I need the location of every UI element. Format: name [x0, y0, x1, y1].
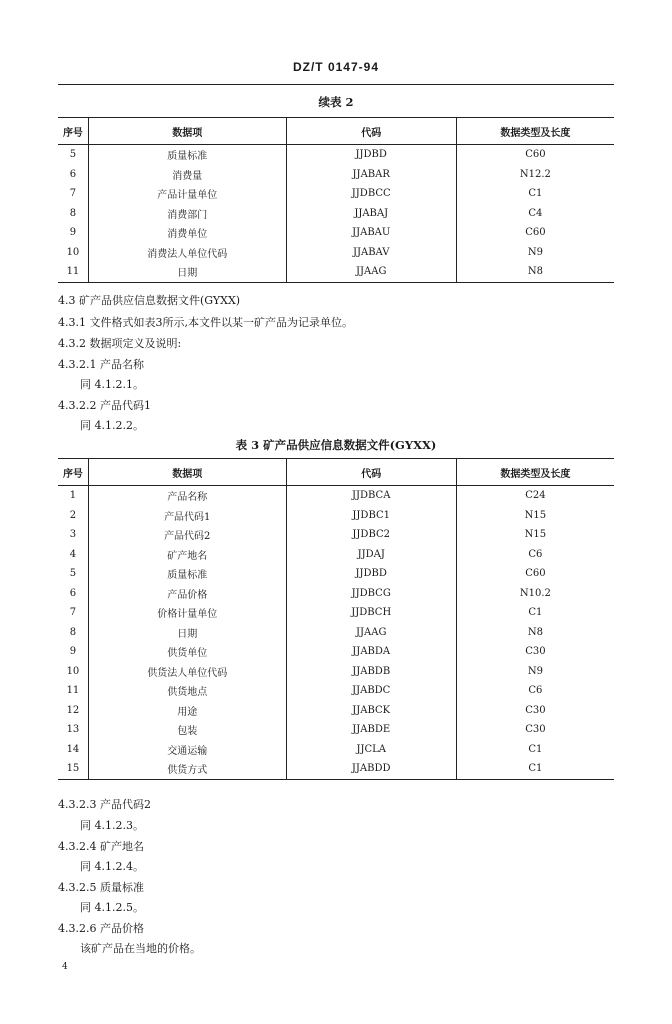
cell-index: 7	[58, 603, 88, 623]
cell-index: 10	[58, 243, 88, 263]
cell-item: 供货地点	[88, 681, 286, 701]
cell-code: JJDBCH	[286, 603, 456, 623]
cell-item: 产品价格	[88, 584, 286, 604]
section-4-3-2-1-title: 4.3.2.1 产品名称	[58, 358, 144, 371]
table-row	[58, 545, 614, 565]
cell-index: 11	[58, 681, 88, 701]
cell-code: JJAAG	[286, 623, 456, 643]
cell-item: 产品代码1	[88, 506, 286, 526]
section-4-3-title: 4.3 矿产品供应信息数据文件(GYXX)	[58, 294, 241, 307]
col-header-item: 数据项	[88, 459, 286, 486]
section-4-3-2-4-title: 4.3.2.4 矿产地名	[58, 840, 144, 853]
cell-index: 9	[58, 223, 88, 243]
cell-code: JJDBCC	[286, 184, 456, 204]
cell-code: JJDBC1	[286, 506, 456, 526]
cell-code: JJABAU	[286, 223, 456, 243]
table-row	[58, 145, 614, 165]
cell-index: 11	[58, 262, 88, 282]
table-row	[58, 262, 614, 282]
cell-type: N8	[456, 623, 614, 643]
cell-code: JJDBD	[286, 145, 456, 165]
cell-index: 6	[58, 584, 88, 604]
table-row	[58, 603, 614, 623]
table-row	[58, 184, 614, 204]
cell-code: JJABAJ	[286, 204, 456, 224]
cell-index: 13	[58, 720, 88, 740]
cell-type: N9	[456, 243, 614, 263]
section-4-3-2-2-text: 同 4.1.2.2。	[80, 419, 144, 432]
cell-item: 包装	[88, 720, 286, 740]
table-row	[58, 740, 614, 760]
cell-type: C1	[456, 603, 614, 623]
table2-caption: 续表 2	[318, 95, 354, 109]
table-row	[58, 720, 614, 740]
cell-item: 用途	[88, 701, 286, 721]
col-header-index: 序号	[58, 118, 88, 145]
table-row	[58, 642, 614, 662]
standard-code-header: DZ/T 0147-94	[292, 60, 380, 74]
cell-index: 15	[58, 759, 88, 779]
cell-type: N10.2	[456, 584, 614, 604]
col-header-type: 数据类型及长度	[456, 118, 614, 145]
cell-code: JJDBCG	[286, 584, 456, 604]
cell-code: JJAAG	[286, 262, 456, 282]
cell-index: 14	[58, 740, 88, 760]
cell-item: 质量标准	[88, 145, 286, 165]
cell-index: 5	[58, 145, 88, 165]
table-row	[58, 701, 614, 721]
cell-item: 消费部门	[88, 204, 286, 224]
cell-type: N8	[456, 262, 614, 282]
cell-index: 2	[58, 506, 88, 526]
cell-type: C30	[456, 701, 614, 721]
cell-code: JJABAV	[286, 243, 456, 263]
cell-item: 日期	[88, 262, 286, 282]
table3-header-row	[58, 459, 614, 486]
col-header-code: 代码	[286, 459, 456, 486]
table3	[58, 458, 614, 780]
section-4-3-2-3-title: 4.3.2.3 产品代码2	[58, 798, 151, 811]
cell-type: C30	[456, 720, 614, 740]
cell-index: 10	[58, 662, 88, 682]
cell-index: 8	[58, 623, 88, 643]
cell-code: JJABAR	[286, 165, 456, 185]
table-row	[58, 662, 614, 682]
table-row	[58, 506, 614, 526]
table-row	[58, 681, 614, 701]
cell-item: 消费单位	[88, 223, 286, 243]
cell-code: JJCLA	[286, 740, 456, 760]
cell-index: 12	[58, 701, 88, 721]
table2-header-row	[58, 118, 614, 145]
cell-code: JJDAJ	[286, 545, 456, 565]
cell-type: N12.2	[456, 165, 614, 185]
section-4-3-2-1-text: 同 4.1.2.1。	[80, 378, 144, 391]
table-row	[58, 243, 614, 263]
cell-item: 产品名称	[88, 486, 286, 506]
table-row	[58, 486, 614, 506]
cell-type: C6	[456, 681, 614, 701]
cell-index: 1	[58, 486, 88, 506]
col-header-type: 数据类型及长度	[456, 459, 614, 486]
cell-code: JJDBD	[286, 564, 456, 584]
section-4-3-2-5-title: 4.3.2.5 质量标准	[58, 881, 144, 894]
section-4-3-2-6-text: 该矿产品在当地的价格。	[80, 942, 201, 955]
cell-item: 质量标准	[88, 564, 286, 584]
cell-item: 产品计量单位	[88, 184, 286, 204]
col-header-item: 数据项	[88, 118, 286, 145]
table-row	[58, 759, 614, 779]
cell-type: C4	[456, 204, 614, 224]
section-4-3-2-6-title: 4.3.2.6 产品价格	[58, 922, 144, 935]
cell-index: 3	[58, 525, 88, 545]
section-4-3-2-2-title: 4.3.2.2 产品代码1	[58, 399, 151, 412]
section-4-3-2-5-text: 同 4.1.2.5。	[80, 901, 144, 914]
table-row	[58, 584, 614, 604]
cell-type: N15	[456, 525, 614, 545]
cell-item: 供货单位	[88, 642, 286, 662]
cell-type: C24	[456, 486, 614, 506]
col-header-index: 序号	[58, 459, 88, 486]
cell-type: C60	[456, 564, 614, 584]
table-row	[58, 525, 614, 545]
cell-code: JJABCK	[286, 701, 456, 721]
cell-index: 4	[58, 545, 88, 565]
cell-index: 5	[58, 564, 88, 584]
cell-code: JJABDD	[286, 759, 456, 779]
cell-type: C30	[456, 642, 614, 662]
cell-item: 消费法人单位代码	[88, 243, 286, 263]
cell-type: C6	[456, 545, 614, 565]
table-row	[58, 165, 614, 185]
cell-type: N9	[456, 662, 614, 682]
cell-index: 6	[58, 165, 88, 185]
cell-code: JJABDE	[286, 720, 456, 740]
section-4-3-2-4-text: 同 4.1.2.4。	[80, 860, 144, 873]
cell-type: C60	[456, 223, 614, 243]
cell-type: C1	[456, 184, 614, 204]
section-4-3-2: 4.3.2 数据项定义及说明:	[58, 337, 182, 350]
cell-item: 日期	[88, 623, 286, 643]
page-number: 4	[62, 962, 68, 972]
cell-type: N15	[456, 506, 614, 526]
col-header-code: 代码	[286, 118, 456, 145]
cell-item: 矿产地名	[88, 545, 286, 565]
table3-caption: 表 3 矿产品供应信息数据文件(GYXX)	[235, 438, 437, 452]
table-row	[58, 223, 614, 243]
cell-code: JJABDC	[286, 681, 456, 701]
cell-code: JJABDB	[286, 662, 456, 682]
cell-item: 供货方式	[88, 759, 286, 779]
table-row	[58, 204, 614, 224]
table-row	[58, 564, 614, 584]
cell-code: JJDBCA	[286, 486, 456, 506]
header-rule	[58, 84, 614, 85]
cell-index: 8	[58, 204, 88, 224]
table2	[58, 117, 614, 283]
table-row	[58, 623, 614, 643]
section-4-3-2-3-text: 同 4.1.2.3。	[80, 819, 144, 832]
cell-item: 消费量	[88, 165, 286, 185]
cell-item: 交通运输	[88, 740, 286, 760]
cell-code: JJABDA	[286, 642, 456, 662]
section-4-3-1: 4.3.1 文件格式如表3所示,本文件以某一矿产品为记录单位。	[58, 316, 353, 329]
cell-item: 供货法人单位代码	[88, 662, 286, 682]
cell-index: 9	[58, 642, 88, 662]
cell-index: 7	[58, 184, 88, 204]
cell-code: JJDBC2	[286, 525, 456, 545]
cell-type: C1	[456, 759, 614, 779]
cell-item: 价格计量单位	[88, 603, 286, 623]
cell-item: 产品代码2	[88, 525, 286, 545]
cell-type: C60	[456, 145, 614, 165]
cell-type: C1	[456, 740, 614, 760]
